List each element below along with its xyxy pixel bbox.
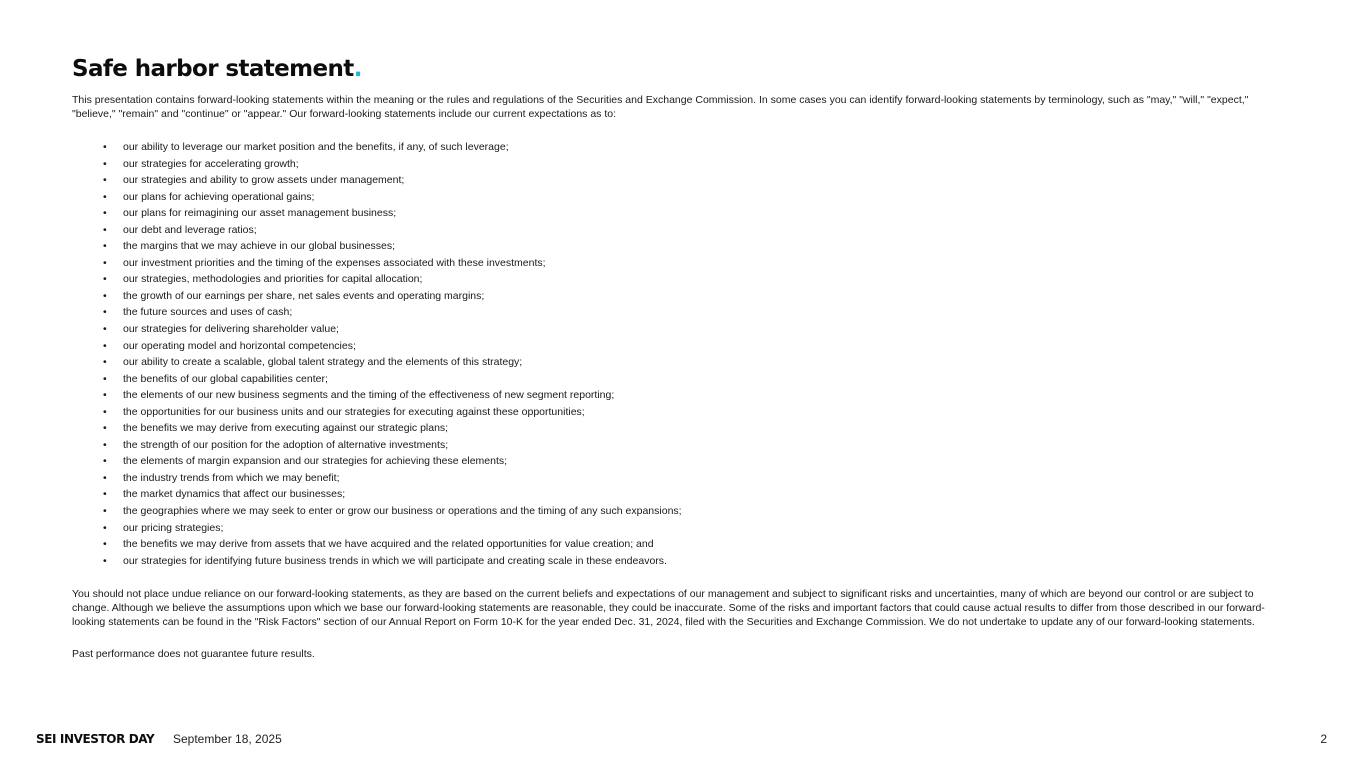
list-item bbox=[72, 321, 1272, 338]
bullet-marker: • bbox=[103, 455, 107, 468]
list-item bbox=[72, 371, 1272, 388]
list-item-text: the industry trends from which we may benefit; bbox=[123, 471, 340, 484]
list-item-text: our strategies for accelerating growth; bbox=[123, 157, 299, 170]
list-item bbox=[72, 404, 1272, 421]
bullet-marker: • bbox=[103, 289, 107, 302]
list-item bbox=[72, 486, 1272, 503]
bullet-marker: • bbox=[103, 157, 107, 170]
list-item bbox=[72, 222, 1272, 239]
list-item-text: the growth of our earnings per share, net sales events and operating margins; bbox=[123, 289, 485, 302]
bullet-marker: • bbox=[103, 256, 107, 269]
bullet-marker: • bbox=[103, 405, 107, 418]
reliance-paragraph: You should not place undue reliance on our forward-looking statements, as they are based on the current beliefs and expectations of our management and subject to significant risks and uncertainties, many of which are beyond our control or are subject to change. Although we believe the assumptions upon which we base our forward-looking statements are reasonable, they could be inaccurate. Some of the risks and important factors that could cause actual results to differ from those described in our forward-looking statements can be found in the "Risk Factors" section of our Annual Report on Form 10-K for the year ended Dec. 31, 2024, filed with the Securities and Exchange Commission. We do not undertake to update any of our forward-looking statements. bbox=[72, 588, 1265, 629]
list-item-text: the benefits we may derive from assets that we have acquired and the related opportunities for value creation; and bbox=[123, 538, 654, 551]
list-item bbox=[72, 520, 1272, 537]
forward-looking-list bbox=[72, 139, 1272, 569]
list-item bbox=[72, 238, 1272, 255]
bullet-marker: • bbox=[103, 240, 107, 253]
list-item bbox=[72, 453, 1272, 470]
list-item-text: the future sources and uses of cash; bbox=[123, 306, 293, 319]
bullet-marker: • bbox=[103, 323, 107, 336]
past-performance-disclaimer: Past performance does not guarantee future results. bbox=[72, 648, 315, 661]
list-item-text: the market dynamics that affect our businesses; bbox=[123, 488, 346, 501]
list-item bbox=[72, 172, 1272, 189]
list-item-text: our strategies and ability to grow assets under management; bbox=[123, 174, 405, 187]
bullet-marker: • bbox=[103, 174, 107, 187]
bullet-marker: • bbox=[103, 306, 107, 319]
list-item bbox=[72, 205, 1272, 222]
list-item bbox=[72, 503, 1272, 520]
list-item bbox=[72, 536, 1272, 553]
list-item-text: the margins that we may achieve in our global businesses; bbox=[123, 240, 395, 253]
list-item-text: our debt and leverage ratios; bbox=[123, 223, 257, 236]
slide-title-text: Safe harbor statement bbox=[72, 56, 354, 82]
list-item bbox=[72, 156, 1272, 173]
bullet-marker: • bbox=[103, 554, 107, 567]
footer-brand: SEI INVESTOR DAY bbox=[36, 732, 155, 746]
list-item-text: our strategies for identifying future business trends in which we will participate and creating scale in these endeavors. bbox=[123, 554, 667, 567]
bullet-marker: • bbox=[103, 471, 107, 484]
slide-footer bbox=[36, 730, 1327, 748]
list-item bbox=[72, 387, 1272, 404]
list-item bbox=[72, 553, 1272, 570]
list-item-text: our strategies, methodologies and priorities for capital allocation; bbox=[123, 273, 423, 286]
bullet-marker: • bbox=[103, 488, 107, 501]
list-item-text: the geographies where we may seek to enter or grow our business or operations and the timing of any such expansions; bbox=[123, 505, 682, 518]
slide-title bbox=[72, 54, 362, 84]
slide-body bbox=[72, 93, 1272, 661]
list-item bbox=[72, 189, 1272, 206]
list-item bbox=[72, 288, 1272, 305]
list-item-text: the benefits of our global capabilities center; bbox=[123, 372, 328, 385]
bullet-marker: • bbox=[103, 438, 107, 451]
list-item-text: our operating model and horizontal competencies; bbox=[123, 339, 356, 352]
bullet-marker: • bbox=[103, 372, 107, 385]
list-item-text: our plans for achieving operational gains; bbox=[123, 190, 315, 203]
list-item bbox=[72, 255, 1272, 272]
page-number: 2 bbox=[1320, 732, 1327, 746]
title-accent-dot: . bbox=[353, 56, 362, 82]
list-item-text: our ability to create a scalable, global talent strategy and the elements of this strategy; bbox=[123, 356, 523, 369]
list-item bbox=[72, 437, 1272, 454]
list-item bbox=[72, 338, 1272, 355]
list-item-text: the opportunities for our business units and our strategies for executing against these opportunities; bbox=[123, 405, 585, 418]
list-item-text: our strategies for delivering shareholder value; bbox=[123, 323, 339, 336]
bullet-marker: • bbox=[103, 422, 107, 435]
bullet-marker: • bbox=[103, 339, 107, 352]
list-item-text: our pricing strategies; bbox=[123, 521, 224, 534]
list-item-text: the elements of margin expansion and our strategies for achieving these elements; bbox=[123, 455, 508, 468]
bullet-marker: • bbox=[103, 190, 107, 203]
list-item bbox=[72, 354, 1272, 371]
list-item-text: the strength of our position for the adoption of alternative investments; bbox=[123, 438, 449, 451]
list-item-text: the elements of our new business segments and the timing of the effectiveness of new segment reporting; bbox=[123, 389, 615, 402]
bullet-marker: • bbox=[103, 141, 107, 153]
bullet-marker: • bbox=[103, 223, 107, 236]
bullet-marker: • bbox=[103, 273, 107, 286]
bullet-marker: • bbox=[103, 521, 107, 534]
list-item bbox=[72, 139, 1272, 156]
list-item bbox=[72, 304, 1272, 321]
bullet-marker: • bbox=[103, 356, 107, 369]
list-item bbox=[72, 420, 1272, 437]
list-item bbox=[72, 271, 1272, 288]
list-item-text: our ability to leverage our market position and the benefits, if any, of such leverage; bbox=[123, 141, 509, 153]
list-item bbox=[72, 470, 1272, 487]
list-item-text: the benefits we may derive from executing against our strategic plans; bbox=[123, 422, 449, 435]
bullet-marker: • bbox=[103, 538, 107, 551]
list-item-text: our plans for reimagining our asset management business; bbox=[123, 207, 397, 220]
footer-date: September 18, 2025 bbox=[173, 732, 282, 746]
bullet-marker: • bbox=[103, 389, 107, 402]
list-item-text: our investment priorities and the timing of the expenses associated with these investments; bbox=[123, 256, 546, 269]
bullet-marker: • bbox=[103, 207, 107, 220]
intro-paragraph: This presentation contains forward-looking statements within the meaning or the rules and regulations of the Securities and Exchange Commission. In some cases you can identify forward-looking statements by terminology, such as "may," "will," "expect," "believe," "remain" and "continue" or "appear." Our forward-looking statements include our current expectations as to: bbox=[72, 94, 1249, 120]
bullet-marker: • bbox=[103, 505, 107, 518]
